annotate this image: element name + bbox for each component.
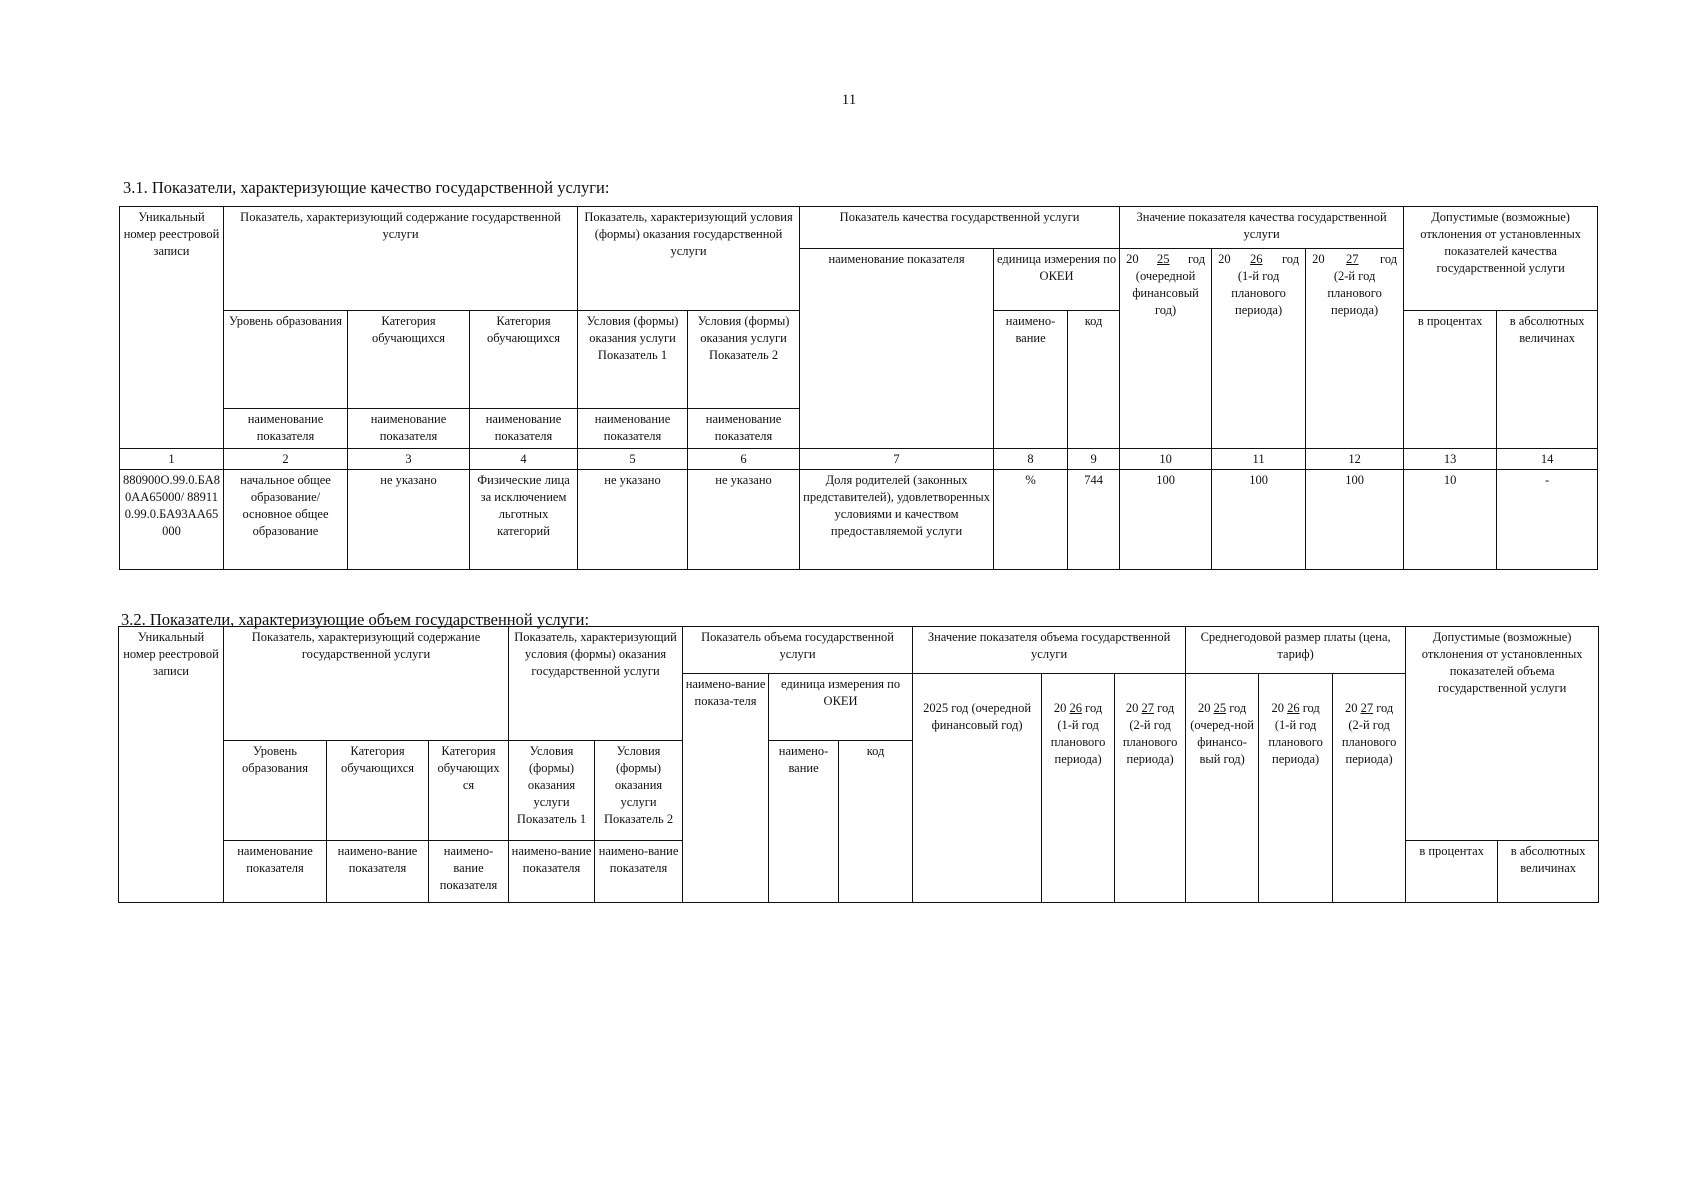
header-fee-year-3: 20 27 год (2-й год планового периода)	[1333, 674, 1406, 903]
header-indicator-name-sub: наимено-вание показателя	[327, 841, 429, 903]
header-level: Уровень образования	[224, 741, 327, 841]
column-number: 8	[994, 449, 1068, 470]
page-number: 11	[841, 92, 857, 108]
header-fee-year-1: 20 25 год (очеред-ной финансо-вый год)	[1186, 674, 1259, 903]
header-unit: единица измерения по ОКЕИ	[994, 249, 1120, 311]
header-unit-name: наимено-вание	[994, 311, 1068, 449]
cell-deviation-absolute: -	[1497, 470, 1598, 570]
header-value-year-3: 20 27 год (2-й год планового периода)	[1115, 674, 1186, 903]
header-unit-code: код	[839, 741, 913, 903]
header-indicator-name-sub: наименование показателя	[348, 409, 470, 449]
header-reg: Уникальный номер реестровой записи	[120, 207, 224, 449]
header-reg: Уникальный номер реестровой записи	[119, 627, 224, 903]
column-number: 7	[800, 449, 994, 470]
header-indicator-name-sub: наименование показателя	[224, 409, 348, 449]
quality-table	[119, 206, 1598, 570]
header-quality: Показатель качества государственной услуги	[800, 207, 1120, 249]
header-category-1: Категория обучающихся	[348, 311, 470, 409]
column-number: 12	[1306, 449, 1404, 470]
cell-value-1: 100	[1120, 470, 1212, 570]
header-category-2: Категория обучающих ся	[429, 741, 509, 841]
cell-value-2: 100	[1212, 470, 1306, 570]
header-fee-year-2: 20 26 год (1-й год планового периода)	[1259, 674, 1333, 903]
table-row	[120, 470, 1598, 570]
column-number: 10	[1120, 449, 1212, 470]
column-number: 4	[470, 449, 578, 470]
header-indicator-name-sub: наименование показателя	[224, 841, 327, 903]
cell-unit: %	[994, 470, 1068, 570]
header-value: Значение показателя объема государственной услуги	[913, 627, 1186, 674]
cell-deviation-percent: 10	[1404, 470, 1497, 570]
header-indicator-name: наименование показателя	[800, 249, 994, 449]
column-number: 9	[1068, 449, 1120, 470]
header-indicator-name-sub: наимено-вание показателя	[509, 841, 595, 903]
column-number: 5	[578, 449, 688, 470]
column-number: 2	[224, 449, 348, 470]
header-value-year-1: 2025 год (очередной финансовый год)	[913, 674, 1042, 903]
header-year-1: 20 25 год (очередной финансовый год)	[1120, 249, 1212, 449]
header-category-1: Категория обучающихся	[327, 741, 429, 841]
cell-indicator: Доля родителей (законных представителей), удовлетворенных условиями и качеством предоставляемой услуги	[800, 470, 994, 570]
header-category-2: Категория обучающихся	[470, 311, 578, 409]
header-year-2: 20 26 год (1-й год планового периода)	[1212, 249, 1306, 449]
header-unit-name: наимено-вание	[769, 741, 839, 903]
header-condition-2: Условия (формы) оказания услуги Показатель 2	[688, 311, 800, 409]
section-heading-volume: 3.2. Показатели, характеризующие объем государственной услуги:	[121, 610, 590, 629]
header-indicator-name-sub: наименование показателя	[578, 409, 688, 449]
cell-condition-1: не указано	[578, 470, 688, 570]
column-number: 11	[1212, 449, 1306, 470]
header-indicator-name-sub: наимено-вание показателя	[429, 841, 509, 903]
header-condition-1: Условия (формы) оказания услуги Показатель 1	[509, 741, 595, 841]
header-deviation: Допустимые (возможные) отклонения от установленных показателей качества государственной услуги	[1404, 207, 1598, 311]
header-conditions: Показатель, характеризующий условия (формы) оказания государственной услуги	[509, 627, 683, 741]
header-condition-2: Условия (формы) оказания услуги Показатель 2	[595, 741, 683, 841]
volume-table	[118, 626, 1599, 903]
section-heading-quality: 3.1. Показатели, характеризующие качество государственной услуги:	[123, 178, 610, 197]
cell-condition-2: не указано	[688, 470, 800, 570]
header-deviation-percent: в процентах	[1406, 841, 1498, 903]
column-number: 13	[1404, 449, 1497, 470]
header-deviation-percent: в процентах	[1404, 311, 1497, 449]
header-content: Показатель, характеризующий содержание государственной услуги	[224, 627, 509, 741]
header-level: Уровень образования	[224, 311, 348, 409]
column-number: 1	[120, 449, 224, 470]
header-unit-code: код	[1068, 311, 1120, 449]
cell-category-2: Физические лица за исключением льготных категорий	[470, 470, 578, 570]
cell-level: начальное общее образование/ основное общее образование	[224, 470, 348, 570]
header-conditions: Показатель, характеризующий условия (формы) оказания государственной услуги	[578, 207, 800, 311]
cell-value-3: 100	[1306, 470, 1404, 570]
cell-category-1: не указано	[348, 470, 470, 570]
column-number: 6	[688, 449, 800, 470]
header-value: Значение показателя качества государственной услуги	[1120, 207, 1404, 249]
header-deviation-absolute: в абсолютных величинах	[1497, 311, 1598, 449]
header-year-3: 20 27 год (2-й год планового периода)	[1306, 249, 1404, 449]
header-volume: Показатель объема государственной услуги	[683, 627, 913, 674]
header-deviation: Допустимые (возможные) отклонения от установленных показателей объема государственной услуги	[1406, 627, 1599, 841]
header-unit: единица измерения по ОКЕИ	[769, 674, 913, 741]
header-indicator-name: наимено-вание показа-теля	[683, 674, 769, 903]
header-indicator-name-sub: наименование показателя	[688, 409, 800, 449]
column-number: 14	[1497, 449, 1598, 470]
cell-code: 744	[1068, 470, 1120, 570]
header-value-year-2: 20 26 год (1-й год планового периода)	[1042, 674, 1115, 903]
header-indicator-name-sub: наименование показателя	[470, 409, 578, 449]
header-fee: Среднегодовой размер платы (цена, тариф)	[1186, 627, 1406, 674]
cell-reg: 880900О.99.0.БА80АА65000/ 889110.99.0.БА93АА65000	[120, 470, 224, 570]
header-indicator-name-sub: наимено-вание показателя	[595, 841, 683, 903]
header-content: Показатель, характеризующий содержание государственной услуги	[224, 207, 578, 311]
header-deviation-absolute: в абсолютных величинах	[1498, 841, 1599, 903]
header-condition-1: Условия (формы) оказания услуги Показатель 1	[578, 311, 688, 409]
column-number: 3	[348, 449, 470, 470]
